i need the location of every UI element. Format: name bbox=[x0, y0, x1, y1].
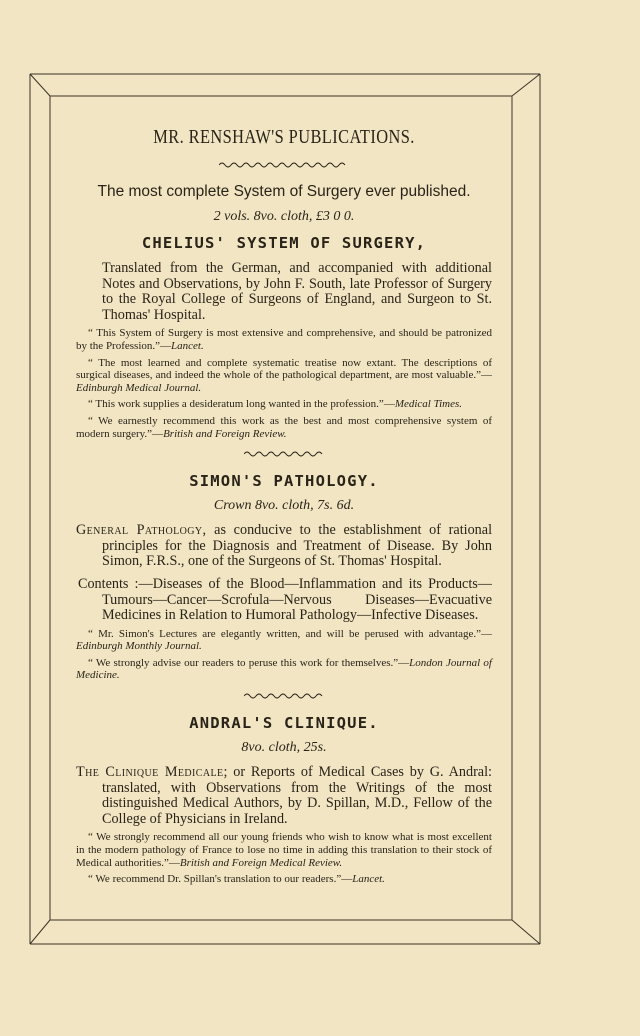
description-text: as conducive to the establishment of rational principles for the Diagnosis and Treatment of Disease. By John Simon, F.R.S., one of the Surgeons of St. Thomas' Hospital. bbox=[102, 522, 493, 570]
review-source: British and Foreign Medical Review. bbox=[179, 856, 343, 869]
book-description bbox=[76, 765, 492, 827]
review-source: Lancet. bbox=[352, 873, 385, 886]
book-chelius bbox=[76, 209, 492, 440]
book-edition: Crown 8vo. cloth, 7s. 6d. bbox=[213, 498, 355, 514]
review-source: London Journal of Medicine. bbox=[76, 656, 492, 682]
ornament-divider bbox=[244, 692, 324, 700]
review bbox=[76, 831, 492, 869]
review-text: “ We earnestly recommend this work as the best and most comprehensive system of modern surgery.”— bbox=[76, 414, 492, 440]
description-lead: General Pathology, bbox=[76, 522, 207, 539]
review-text: “ This System of Surgery is most extensive and comprehensive, and should be patronized by the Profession.”— bbox=[76, 327, 492, 352]
review-text: “ We strongly recommend all our young friends who wish to know what is most excellent in the modern pathology of France to lose no time in adding this translation to their stock of Medical authorities.”— bbox=[76, 831, 492, 869]
ornament-divider bbox=[244, 450, 324, 458]
review-text: “ The most learned and complete systematic treatise now extant. The descriptions of surgical diseases, and indeed the whole of the pathological department, are most valuable.”— bbox=[76, 356, 492, 382]
book-edition: 2 vols. 8vo. cloth, £3 0 0. bbox=[213, 209, 355, 224]
review bbox=[76, 357, 492, 395]
book-title: CHELIUS' SYSTEM OF SURGERY, bbox=[141, 234, 427, 252]
review-text: “ This work supplies a desideratum long wanted in the profession.”— bbox=[88, 398, 395, 411]
review-text: “ We recommend Dr. Spillan's translation to our readers.”— bbox=[88, 873, 353, 886]
book-description bbox=[76, 523, 492, 570]
book-description bbox=[76, 261, 492, 323]
review bbox=[76, 628, 492, 653]
book-contents: Contents :—Diseases of the Blood—Inflammation and its Products—Tumours—Cancer—Scrofula—Nervous Diseases—Evacuative Medicines in Relation to Humoral Pathology—Infective Diseases. bbox=[78, 575, 492, 624]
book-title: SIMON'S PATHOLOGY. bbox=[189, 472, 379, 491]
ornament-divider bbox=[219, 161, 349, 169]
book-edition: 8vo. cloth, 25s. bbox=[241, 740, 327, 756]
description-lead: The Clinique Medicale bbox=[76, 764, 224, 781]
review bbox=[76, 873, 492, 886]
review bbox=[76, 657, 492, 682]
review bbox=[76, 415, 492, 440]
book-title: ANDRAL'S CLINIQUE. bbox=[189, 714, 379, 733]
page-title: MR. RENSHAW'S PUBLICATIONS. bbox=[153, 126, 415, 148]
book-andral bbox=[76, 714, 492, 886]
review-text: “ We strongly advise our readers to peruse this work for themselves.”— bbox=[88, 656, 410, 669]
review bbox=[76, 327, 492, 352]
review-source: Medical Times. bbox=[394, 398, 463, 411]
description-text: Translated from the German, and accompanied with additional Notes and Observations, by John F. South, late Professor of Surgery to the Royal College of Surgeons of England, and Surgeon to St. Thomas' Hospital. bbox=[102, 260, 492, 323]
review-source: Edinburgh Medical Journal. bbox=[76, 381, 202, 394]
review-source: Edinburgh Monthly Journal. bbox=[76, 640, 202, 653]
review bbox=[76, 398, 492, 411]
review-source: British and Foreign Review. bbox=[163, 427, 287, 440]
review-text: “ Mr. Simon's Lectures are elegantly written, and will be perused with advantage.”— bbox=[88, 627, 492, 640]
publication-list bbox=[76, 126, 492, 886]
lead-line: The most complete System of Surgery ever published. bbox=[97, 183, 471, 200]
review-source: Lancet. bbox=[171, 339, 204, 352]
book-simon bbox=[76, 472, 492, 682]
description-text: ; or Reports of Medical Cases by G. Andral: translated, with Observations from the Writings of the most distinguished Medical Authors, by D. Spillan, M.D., Fellow of the College of Physicians in Ireland. bbox=[102, 764, 492, 827]
